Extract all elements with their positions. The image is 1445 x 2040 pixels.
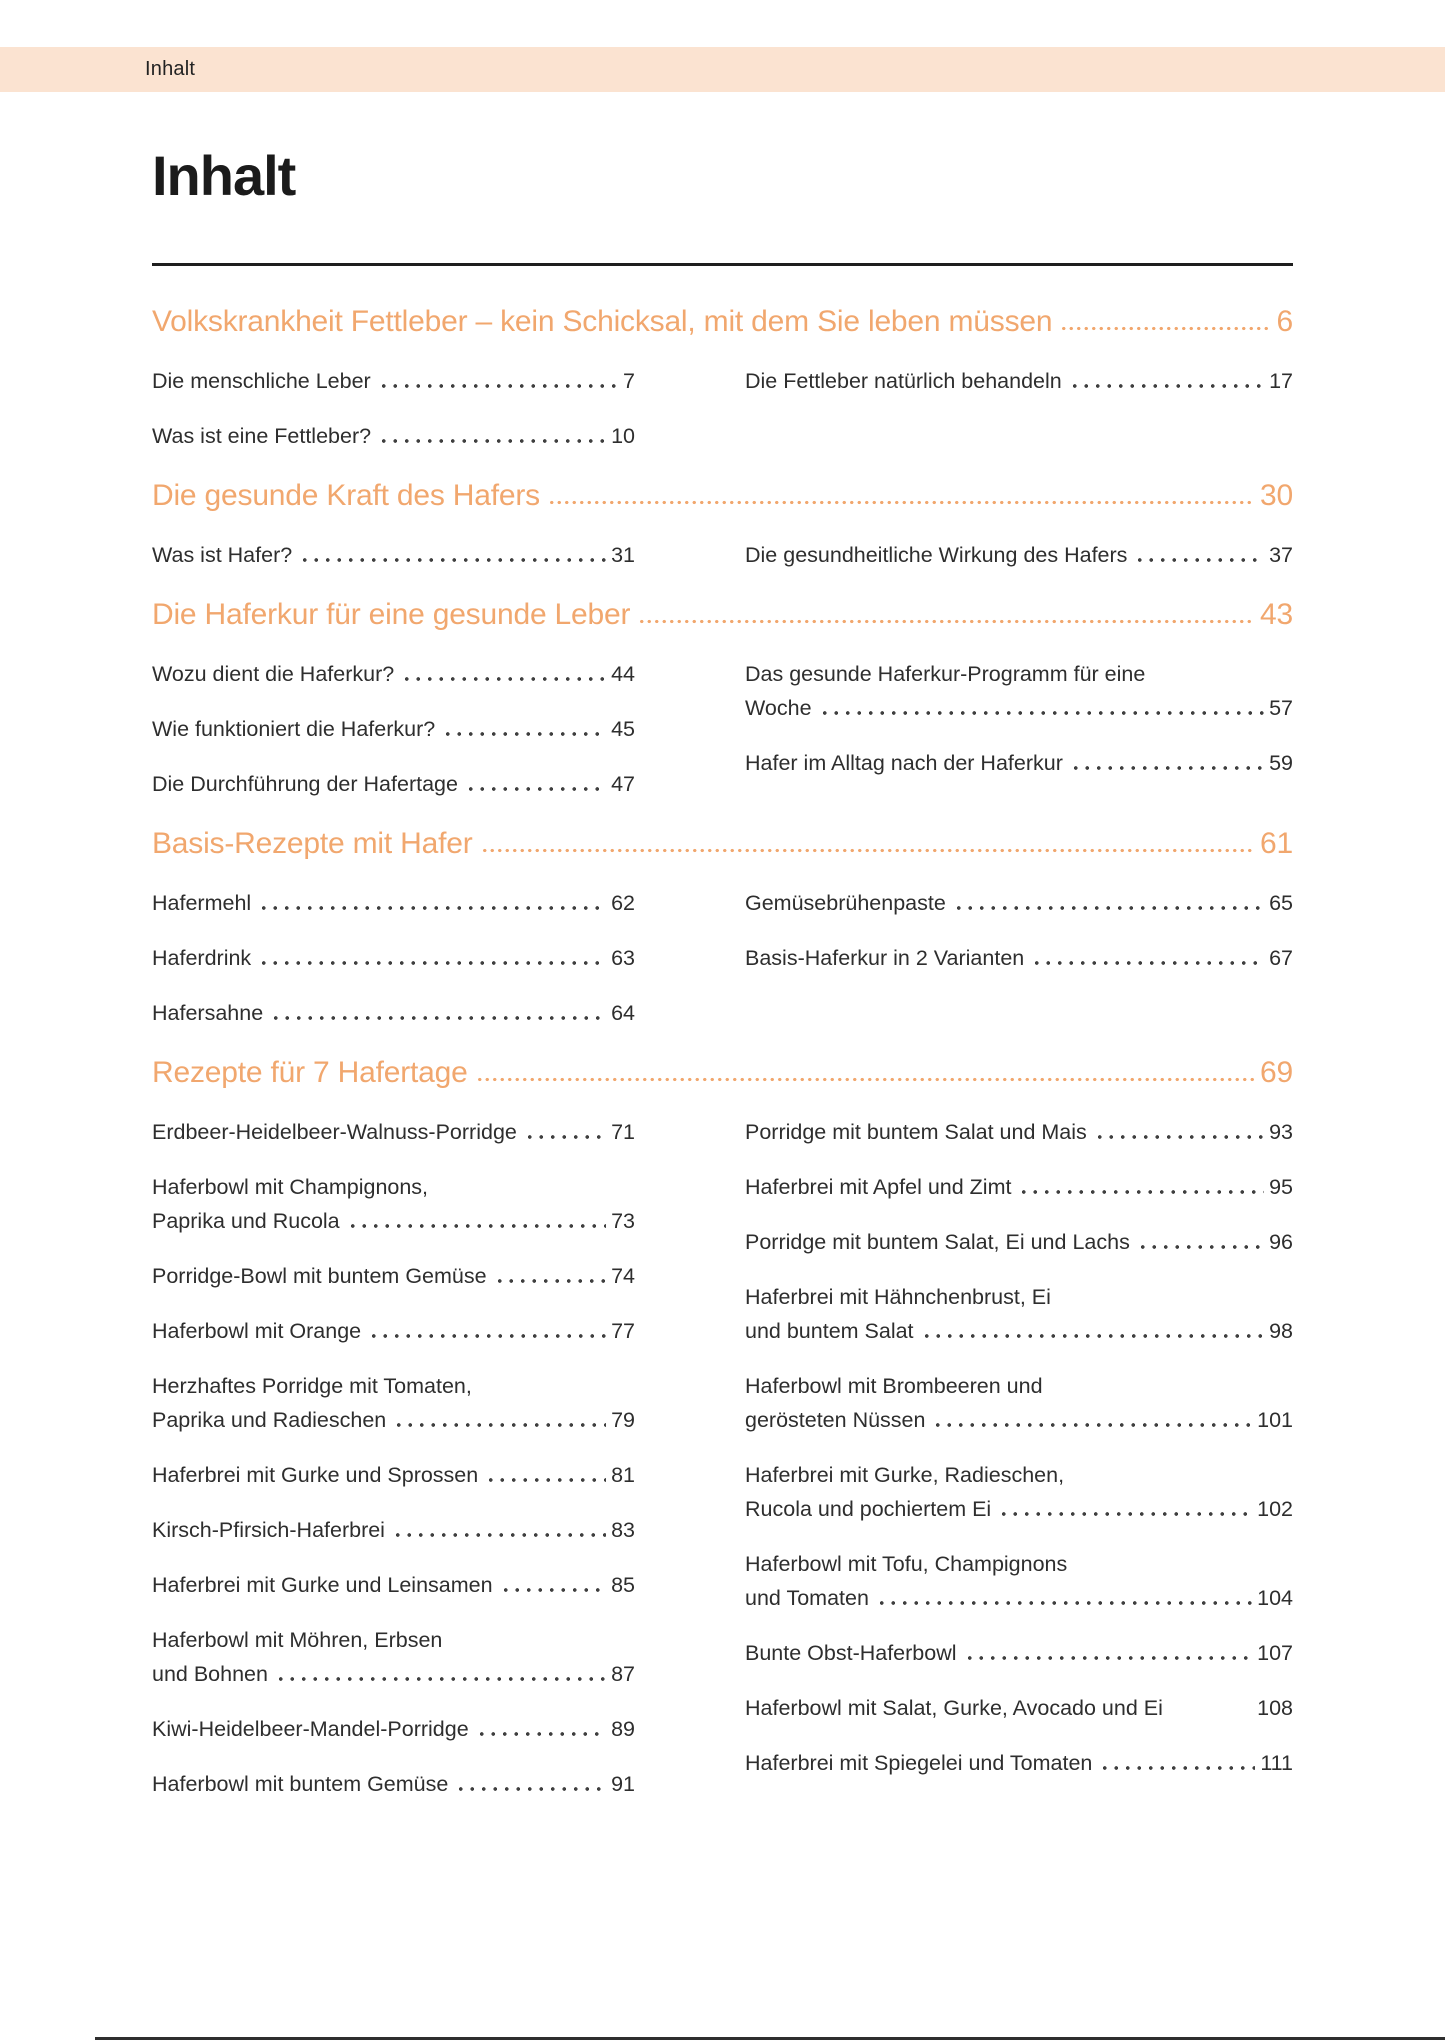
leader-dots bbox=[485, 1478, 606, 1482]
toc-column-right bbox=[745, 538, 1293, 593]
entry-title: und buntem Salat bbox=[745, 1319, 914, 1343]
leader-dots bbox=[964, 1656, 1253, 1660]
section-page-number: 69 bbox=[1260, 1056, 1293, 1089]
leader-dots bbox=[500, 1588, 607, 1592]
entry-title: Haferbowl mit Möhren, Erbsen bbox=[152, 1628, 443, 1652]
entry-title: Haferbowl mit Champignons, bbox=[152, 1175, 429, 1199]
leader-dots bbox=[258, 961, 606, 965]
toc-entry bbox=[152, 419, 635, 453]
page-title: Inhalt bbox=[152, 144, 296, 207]
entry-title: Haferdrink bbox=[152, 946, 252, 970]
entry-title: Haferbrei mit Apfel und Zimt bbox=[745, 1175, 1012, 1199]
leader-dots bbox=[819, 711, 1265, 715]
toc-entry bbox=[745, 1170, 1293, 1204]
leader-dots bbox=[548, 500, 1254, 505]
section-page-number: 30 bbox=[1260, 479, 1293, 512]
leader-dots bbox=[392, 1533, 606, 1537]
entry-page-number: 74 bbox=[611, 1264, 635, 1288]
entry-page-number: 79 bbox=[611, 1408, 635, 1432]
toc-entry bbox=[152, 941, 635, 975]
leader-dots bbox=[921, 1334, 1265, 1338]
entry-title: Wie funktioniert die Haferkur? bbox=[152, 717, 436, 741]
toc-entry bbox=[745, 364, 1293, 398]
entry-title: Haferbowl mit Tofu, Champignons bbox=[745, 1552, 1068, 1576]
entry-title: Herzhaftes Porridge mit Tomaten, bbox=[152, 1374, 472, 1398]
entry-page-number: 37 bbox=[1269, 543, 1293, 567]
toc-entry bbox=[745, 657, 1293, 725]
leader-dots bbox=[476, 1732, 606, 1736]
section-heading bbox=[152, 478, 1293, 514]
leader-dots bbox=[258, 906, 606, 910]
toc-section bbox=[152, 1055, 1293, 1822]
entry-page-number: 101 bbox=[1257, 1408, 1293, 1432]
leader-dots bbox=[368, 1334, 606, 1338]
leader-dots bbox=[270, 1016, 606, 1020]
entry-page-number: 102 bbox=[1257, 1497, 1293, 1521]
entry-title: Was ist eine Fettleber? bbox=[152, 424, 372, 448]
entry-title: Das gesunde Haferkur-Programm für eine bbox=[745, 662, 1146, 686]
toc-section bbox=[152, 597, 1293, 822]
running-header-label: Inhalt bbox=[145, 58, 196, 80]
toc-column-right bbox=[745, 1115, 1293, 1822]
entry-title: Haferbrei mit Spiegelei und Tomaten bbox=[745, 1751, 1093, 1775]
toc-section bbox=[152, 304, 1293, 474]
leader-dots bbox=[998, 1512, 1252, 1516]
entry-title: Haferbrei mit Gurke, Radieschen, bbox=[745, 1463, 1065, 1487]
leader-dots bbox=[476, 1077, 1254, 1082]
entry-title: gerösteten Nüssen bbox=[745, 1408, 926, 1432]
leader-dots bbox=[1018, 1190, 1264, 1194]
toc-entry bbox=[745, 1225, 1293, 1259]
toc-entry bbox=[152, 1767, 635, 1801]
toc-entry bbox=[745, 1547, 1293, 1615]
toc-entry bbox=[152, 538, 635, 572]
entry-page-number: 59 bbox=[1269, 751, 1293, 775]
leader-dots bbox=[481, 848, 1255, 853]
toc-entry bbox=[745, 538, 1293, 572]
entry-page-number: 111 bbox=[1260, 1751, 1293, 1775]
leader-dots bbox=[932, 1423, 1252, 1427]
toc-entry bbox=[152, 657, 635, 691]
leader-dots bbox=[1137, 1245, 1264, 1249]
entry-page-number: 98 bbox=[1269, 1319, 1293, 1343]
entry-title: Haferbrei mit Gurke und Sprossen bbox=[152, 1463, 479, 1487]
entry-title: Wozu dient die Haferkur? bbox=[152, 662, 395, 686]
toc-entry bbox=[152, 1170, 635, 1238]
entry-title: Bunte Obst-Haferbowl bbox=[745, 1641, 957, 1665]
entry-title: Kirsch-Pfirsich-Haferbrei bbox=[152, 1518, 385, 1542]
toc-entry bbox=[745, 1458, 1293, 1526]
entry-title: Haferbrei mit Hähnchenbrust, Ei bbox=[745, 1285, 1051, 1309]
entry-page-number: 107 bbox=[1257, 1641, 1293, 1665]
toc-entry bbox=[152, 1513, 635, 1547]
entry-title: Die gesundheitliche Wirkung des Hafers bbox=[745, 543, 1128, 567]
entry-page-number: 87 bbox=[611, 1662, 635, 1686]
leader-dots bbox=[347, 1224, 606, 1228]
toc-entry bbox=[152, 1568, 635, 1602]
entry-title: Porridge-Bowl mit buntem Gemüse bbox=[152, 1264, 487, 1288]
toc-entry bbox=[152, 712, 635, 746]
leader-dots bbox=[1070, 766, 1264, 770]
toc-entry bbox=[745, 886, 1293, 920]
toc-entry bbox=[152, 1259, 635, 1293]
toc-entry bbox=[745, 1636, 1293, 1670]
entry-title: Porridge mit buntem Salat und Mais bbox=[745, 1120, 1087, 1144]
leader-dots bbox=[378, 384, 618, 388]
entry-title: Hafermehl bbox=[152, 891, 252, 915]
toc-column-right bbox=[745, 886, 1293, 1051]
leader-dots bbox=[465, 787, 606, 791]
entry-page-number: 67 bbox=[1269, 946, 1293, 970]
entry-title: Paprika und Radieschen bbox=[152, 1408, 387, 1432]
leader-dots bbox=[378, 439, 606, 443]
entry-page-number: 91 bbox=[611, 1772, 635, 1796]
entry-page-number: 85 bbox=[611, 1573, 635, 1597]
entry-title: Die menschliche Leber bbox=[152, 369, 371, 393]
entry-title: Haferbowl mit Brombeeren und bbox=[745, 1374, 1043, 1398]
section-title: Die gesunde Kraft des Hafers bbox=[152, 479, 540, 512]
entry-page-number: 62 bbox=[611, 891, 635, 915]
toc-entry bbox=[152, 1115, 635, 1149]
section-heading bbox=[152, 826, 1293, 862]
entry-title: Hafer im Alltag nach der Haferkur bbox=[745, 751, 1063, 775]
entry-page-number: 83 bbox=[611, 1518, 635, 1542]
entry-page-number: 64 bbox=[611, 1001, 635, 1025]
toc-entry bbox=[152, 1623, 635, 1691]
section-heading bbox=[152, 1055, 1293, 1091]
toc-column-left bbox=[152, 364, 635, 474]
leader-dots bbox=[393, 1423, 606, 1427]
section-title: Rezepte für 7 Hafertage bbox=[152, 1056, 468, 1089]
entry-page-number: 89 bbox=[611, 1717, 635, 1741]
toc-column-left bbox=[152, 657, 635, 822]
entry-title: Porridge mit buntem Salat, Ei und Lachs bbox=[745, 1230, 1130, 1254]
leader-dots bbox=[524, 1135, 606, 1139]
leader-dots bbox=[953, 906, 1264, 910]
entry-page-number: 45 bbox=[611, 717, 635, 741]
entry-page-number: 65 bbox=[1269, 891, 1293, 915]
leader-dots bbox=[275, 1677, 606, 1681]
toc-entry bbox=[745, 941, 1293, 975]
section-page-number: 61 bbox=[1260, 827, 1293, 860]
entry-title: Haferbowl mit buntem Gemüse bbox=[152, 1772, 449, 1796]
entry-page-number: 108 bbox=[1257, 1696, 1293, 1720]
entry-page-number: 7 bbox=[623, 369, 635, 393]
entry-page-number: 17 bbox=[1269, 369, 1293, 393]
entry-page-number: 57 bbox=[1269, 696, 1293, 720]
entry-title: und Tomaten bbox=[745, 1586, 869, 1610]
toc-column-right bbox=[745, 364, 1293, 474]
toc-entry bbox=[152, 1369, 635, 1437]
toc-entry bbox=[745, 1369, 1293, 1437]
toc-entry bbox=[152, 1712, 635, 1746]
entry-title: Paprika und Rucola bbox=[152, 1209, 340, 1233]
section-title: Basis-Rezepte mit Hafer bbox=[152, 827, 473, 860]
toc-entry bbox=[152, 1458, 635, 1492]
toc-entry bbox=[152, 1314, 635, 1348]
entry-page-number: 77 bbox=[611, 1319, 635, 1343]
entry-title: Basis-Haferkur in 2 Varianten bbox=[745, 946, 1025, 970]
title-divider bbox=[152, 263, 1293, 266]
toc-entry bbox=[152, 996, 635, 1030]
entry-page-number: 93 bbox=[1269, 1120, 1293, 1144]
leader-dots bbox=[1069, 384, 1264, 388]
toc-section bbox=[152, 826, 1293, 1051]
toc-column-right bbox=[745, 657, 1293, 822]
leader-dots bbox=[1099, 1766, 1255, 1770]
toc-entry bbox=[745, 1691, 1293, 1725]
leader-dots bbox=[876, 1601, 1252, 1605]
entry-page-number: 47 bbox=[611, 772, 635, 796]
toc-entry bbox=[152, 767, 635, 801]
toc-column-left bbox=[152, 1115, 635, 1822]
section-title: Volkskrankheit Fettleber – kein Schicksal, mit dem Sie leben müssen bbox=[152, 305, 1053, 338]
section-page-number: 6 bbox=[1276, 305, 1293, 338]
toc-entry bbox=[745, 746, 1293, 780]
entry-page-number: 31 bbox=[611, 543, 635, 567]
leader-dots bbox=[401, 677, 606, 681]
entry-title: Rucola und pochiertem Ei bbox=[745, 1497, 992, 1521]
leader-dots bbox=[1134, 558, 1264, 562]
leader-dots bbox=[455, 1787, 606, 1791]
leader-dots bbox=[1094, 1135, 1264, 1139]
entry-title: Kiwi-Heidelbeer-Mandel-Porridge bbox=[152, 1717, 469, 1741]
leader-dots bbox=[299, 558, 606, 562]
entry-title: Haferbowl mit Orange bbox=[152, 1319, 362, 1343]
entry-page-number: 81 bbox=[611, 1463, 635, 1487]
entry-page-number: 63 bbox=[611, 946, 635, 970]
section-heading bbox=[152, 597, 1293, 633]
entry-page-number: 96 bbox=[1269, 1230, 1293, 1254]
entry-title: Was ist Hafer? bbox=[152, 543, 293, 567]
section-title: Die Haferkur für eine gesunde Leber bbox=[152, 598, 631, 631]
toc-entry bbox=[152, 364, 635, 398]
entry-title: Haferbowl mit Salat, Gurke, Avocado und Ei bbox=[745, 1696, 1163, 1720]
entry-page-number: 73 bbox=[611, 1209, 635, 1233]
entry-title: Woche bbox=[745, 696, 812, 720]
toc-entry bbox=[745, 1115, 1293, 1149]
toc-content bbox=[152, 0, 1293, 1822]
entry-title: Gemüsebrühenpaste bbox=[745, 891, 946, 915]
toc-entry bbox=[152, 886, 635, 920]
entry-page-number: 10 bbox=[611, 424, 635, 448]
leader-dots bbox=[442, 732, 606, 736]
section-heading bbox=[152, 304, 1293, 340]
entry-title: Die Durchführung der Hafertage bbox=[152, 772, 458, 796]
leader-dots bbox=[494, 1279, 607, 1283]
leader-dots bbox=[638, 619, 1254, 624]
toc-column-left bbox=[152, 886, 635, 1051]
entry-page-number: 71 bbox=[611, 1120, 635, 1144]
toc-entry bbox=[745, 1280, 1293, 1348]
section-page-number: 43 bbox=[1260, 598, 1293, 631]
entry-title: Erdbeer-Heidelbeer-Walnuss-Porridge bbox=[152, 1120, 517, 1144]
toc-entry bbox=[745, 1746, 1293, 1780]
entry-page-number: 44 bbox=[611, 662, 635, 686]
entry-title: Hafersahne bbox=[152, 1001, 264, 1025]
entry-page-number: 95 bbox=[1269, 1175, 1293, 1199]
toc-section bbox=[152, 478, 1293, 593]
entry-title: Die Fettleber natürlich behandeln bbox=[745, 369, 1062, 393]
leader-dots bbox=[1060, 326, 1270, 331]
entry-page-number: 104 bbox=[1257, 1586, 1293, 1610]
entry-title: und Bohnen bbox=[152, 1662, 268, 1686]
toc-column-left bbox=[152, 538, 635, 593]
leader-dots bbox=[1031, 961, 1264, 965]
entry-title: Haferbrei mit Gurke und Leinsamen bbox=[152, 1573, 493, 1597]
